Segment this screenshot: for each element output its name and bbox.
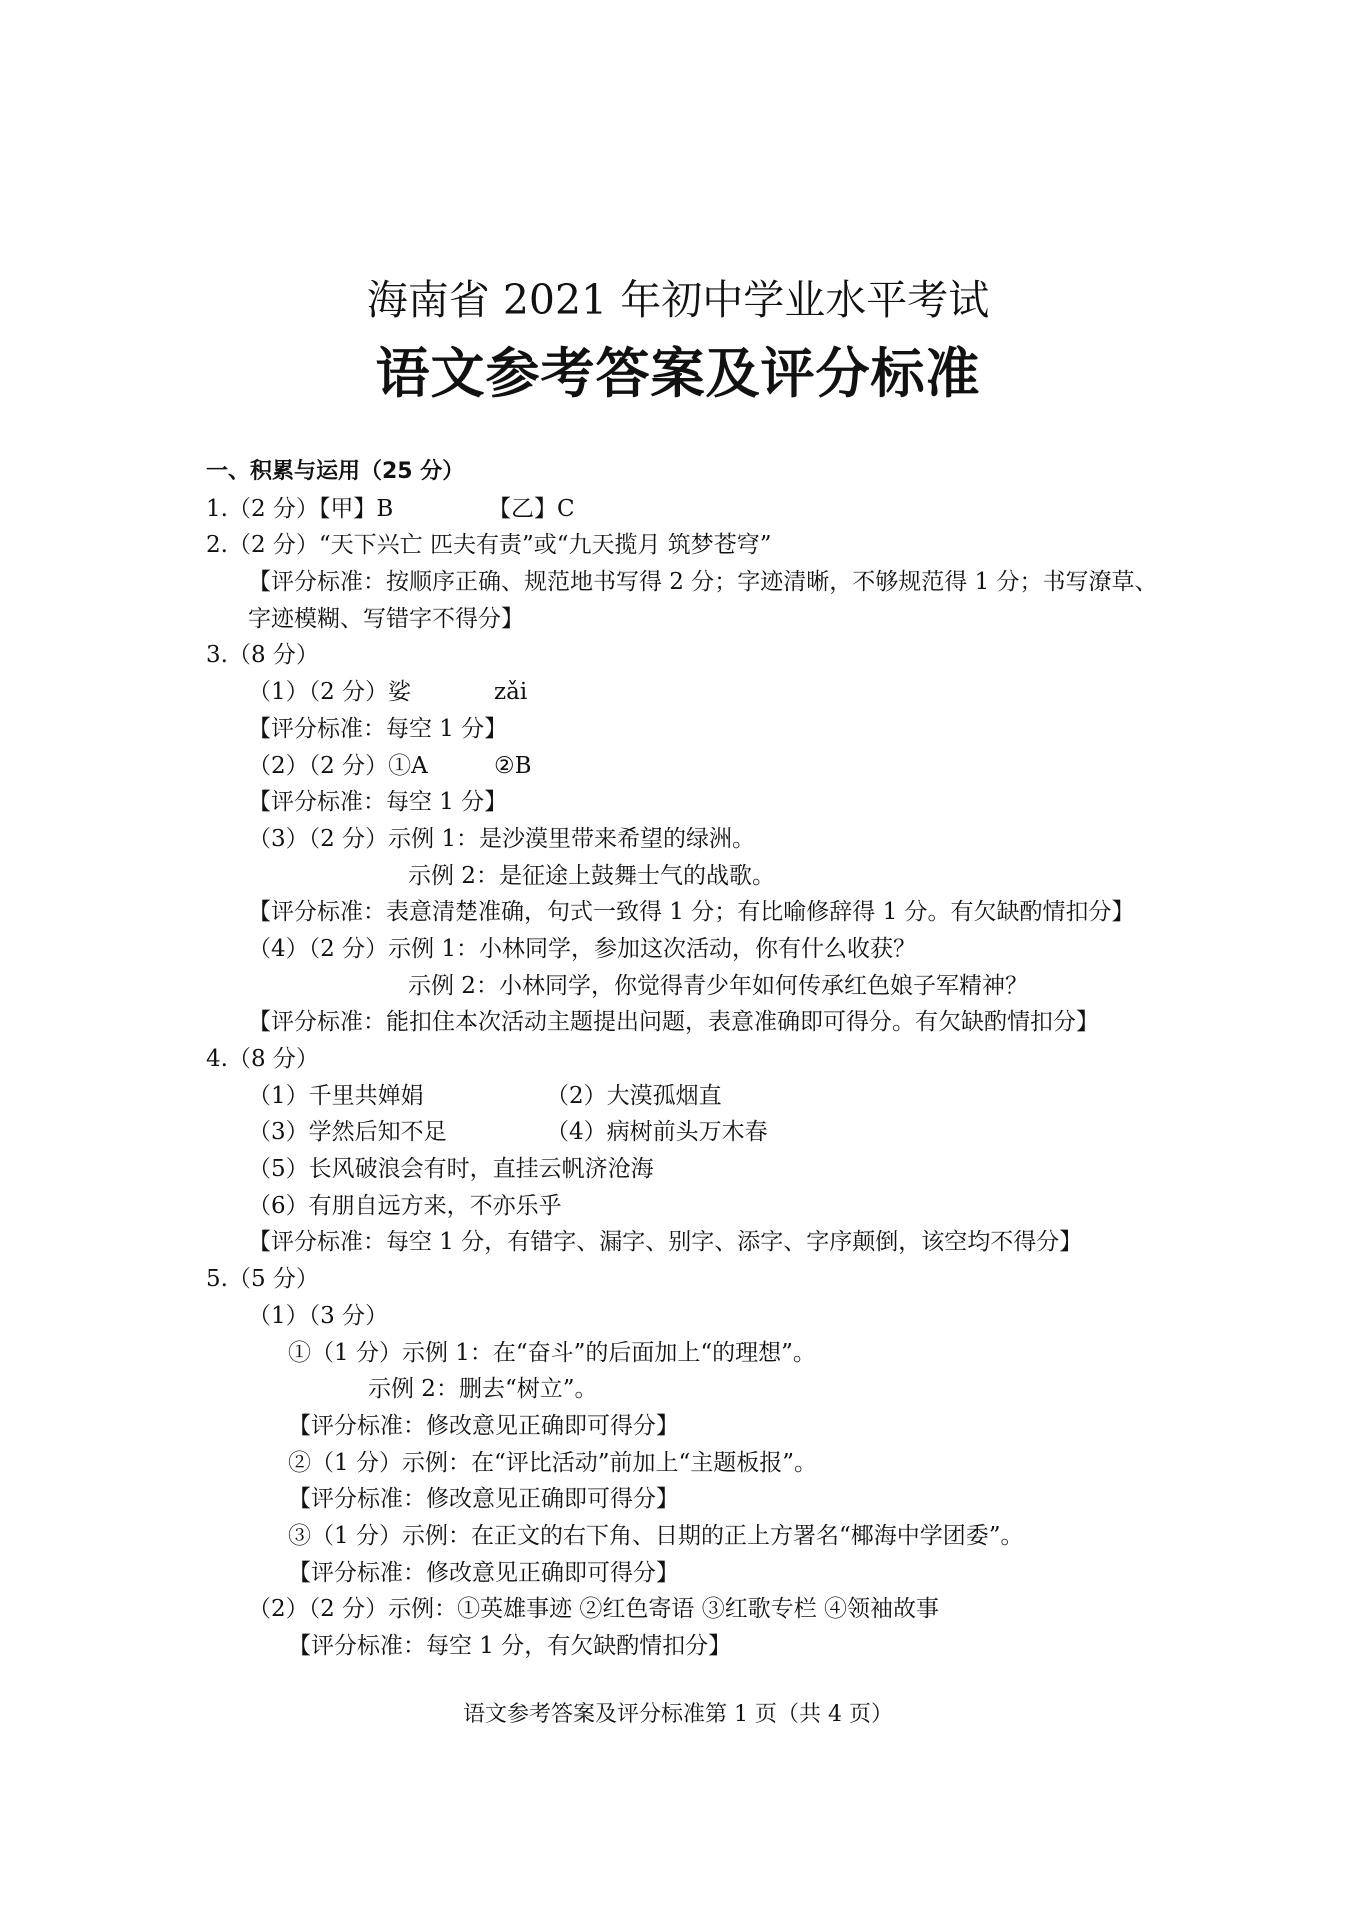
question-5: 5.（5 分）: [206, 1266, 319, 1293]
q3-3-example-2: 示例 2：是征途上鼓舞士气的战歌。: [408, 862, 775, 889]
q3-2-criteria: 【评分标准：每空 1 分】: [248, 789, 508, 816]
q5-1-sub-3: ③（1 分）示例：在正文的右下角、日期的正上方署名“椰海中学团委”。: [288, 1522, 1024, 1549]
question-3: 3.（8 分）: [206, 642, 319, 669]
q2-criteria-cont: 字迹模糊、写错字不得分】: [248, 605, 524, 632]
q4-answer-2: （2）大漠孤烟直: [546, 1082, 722, 1109]
q3-4-criteria: 【评分标准：能扣住本次活动主题提出问题，表意准确即可得分。有欠缺酌情扣分】: [248, 1009, 1099, 1036]
q5-1-sub-3-criteria: 【评分标准：修改意见正确即可得分】: [288, 1559, 679, 1586]
q5-1-sub-1: ①（1 分）示例 1：在“奋斗”的后面加上“的理想”。: [288, 1339, 816, 1366]
q5-part-2: （2）（2 分）示例：①英雄事迹 ②红色寄语 ③红歌专栏 ④领袖故事: [248, 1596, 940, 1623]
exam-title: 海南省 2021 年初中学业水平考试: [366, 276, 990, 324]
q3-1-pinyin: zǎi: [494, 679, 528, 706]
question-4: 4.（8 分）: [206, 1046, 319, 1072]
q4-row-2: [206, 1114, 1206, 1151]
q5-part-1: （1）（3 分）: [248, 1302, 389, 1329]
q4-answer-6: （6）有朋自远方来，不亦乐乎: [248, 1192, 562, 1219]
q5-1-sub-2-criteria: 【评分标准：修改意见正确即可得分】: [288, 1486, 679, 1513]
page-footer: 语文参考答案及评分标准第 1 页（共 4 页）: [463, 1702, 893, 1727]
q5-1-sub-1-example-2: 示例 2：删去“树立”。: [368, 1376, 598, 1403]
q4-row-1: [206, 1078, 1206, 1115]
q2-criteria: 【评分标准：按顺序正确、规范地书写得 2 分；字迹清晰，不够规范得 1 分；书写潦草、: [248, 569, 1158, 596]
q5-2-criteria: 【评分标准：每空 1 分，有欠缺酌情扣分】: [288, 1633, 732, 1659]
q3-part-3: （3）（2 分）示例 1：是沙漠里带来希望的绿洲。: [248, 825, 756, 852]
q4-answer-1: （1）千里共婵娟: [248, 1082, 424, 1109]
answer-body: [206, 454, 1206, 1665]
section-heading: 一、积累与运用（25 分）: [206, 459, 465, 484]
q4-criteria: 【评分标准：每空 1 分，有错字、漏字、别字、添字、字序颠倒，该空均不得分】: [248, 1229, 1083, 1256]
q5-1-sub-1-criteria: 【评分标准：修改意见正确即可得分】: [288, 1412, 679, 1439]
q3-part-1: [206, 674, 1206, 711]
q4-answer-3: （3）学然后知不足: [248, 1119, 447, 1146]
document-title: 语文参考答案及评分标准: [375, 342, 981, 405]
q4-answer-5: （5）长风破浪会有时，直挂云帆济沧海: [248, 1156, 654, 1183]
question-2: 2.（2 分）“天下兴亡 匹夫有责”或“九天揽月 筑梦苍穹”: [206, 532, 772, 559]
q3-4-example-2: 示例 2：小林同学，你觉得青少年如何传承红色娘子军精神？: [408, 972, 1028, 999]
q3-1-criteria: 【评分标准：每空 1 分】: [248, 715, 508, 742]
q5-1-sub-2: ②（1 分）示例：在“评比活动”前加上“主题板报”。: [288, 1449, 817, 1476]
q3-2-answer: （2）（2 分）①A: [248, 752, 428, 779]
q3-3-criteria: 【评分标准：表意清楚准确，句式一致得 1 分；有比喻修辞得 1 分。有欠缺酌情扣分】: [248, 899, 1135, 926]
q1-answer-jia: 1.（2 分）【甲】B: [206, 495, 394, 522]
question-1: [206, 491, 1206, 528]
q4-answer-4: （4）病树前头万木春: [546, 1119, 768, 1146]
q1-answer-yi: 【乙】C: [488, 495, 575, 522]
q3-1-answer: （1）（2 分）娑: [248, 679, 412, 706]
q3-part-4: （4）（2 分）示例 1：小林同学，参加这次活动，你有什么收获？: [248, 935, 917, 962]
q3-2-answer-b: ②B: [494, 752, 532, 779]
q3-part-2: [206, 748, 1206, 785]
